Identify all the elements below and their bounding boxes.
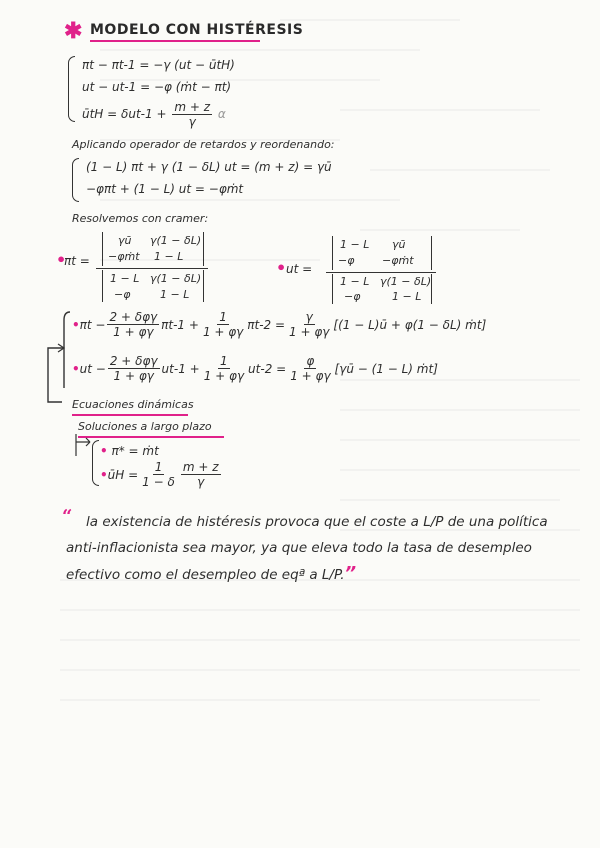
quote-line2: anti-inflacionista sea mayor, ya que eleva todo la tasa de desempleo: [66, 540, 532, 556]
cramer-u-den-r1c1: 1 − L: [340, 275, 370, 288]
dyn-eq2-frac2-den: 1 + φγ: [203, 369, 245, 383]
system2-brace: [72, 158, 79, 202]
cramer-u-label: ut =: [286, 262, 313, 276]
dyn-eq1-frac1-num: 2 + δφγ: [109, 310, 158, 324]
dyn-eq1-frac1: [107, 310, 159, 339]
cramer-u-num-r2c2: −φṁt: [382, 254, 414, 267]
quote-open-mark: “: [62, 506, 73, 527]
quote-close-mark: ”: [344, 563, 357, 584]
cramer-pi-num-r1c1: γū: [118, 234, 132, 247]
dyn-eq1-bullet: •: [72, 317, 80, 332]
dyn-eq2-frac3: [288, 354, 332, 383]
cramer-pi-label: πt =: [64, 254, 90, 268]
system1-eq3-fraction: [172, 100, 212, 129]
dyn-eq2-mid2: ut-2 =: [248, 361, 287, 376]
page-title: MODELO CON HISTÉRESIS: [90, 22, 304, 38]
dyn-eq1-lhs: πt −: [79, 317, 106, 332]
dyn-eq2: [72, 354, 438, 383]
dyn-eq2-lhs: ut −: [79, 361, 106, 376]
system1-eq2: ut − ut-1 = −φ (ṁt − πt): [82, 80, 232, 94]
dyn-eq1-frac3-den: 1 + φγ: [289, 325, 330, 339]
cramer-pi-den-r2c1: −φ: [114, 288, 131, 301]
dyn-eq1-frac2-den: 1 + φγ: [202, 325, 244, 339]
dyn-eq1: [72, 310, 486, 339]
dyn-eq1-rhs: [(1 − L)ū + φ(1 − δL) ṁt]: [333, 317, 487, 332]
cramer-pi-den-r1c2: γ(1 − δL): [150, 272, 202, 285]
system1-eq3-frac-den: γ: [188, 115, 196, 129]
lp-eq2-lhs: ūH =: [107, 467, 139, 482]
system1-eq3-left: ūtH = δut-1 +: [82, 107, 167, 121]
dyn-eq2-frac2: [202, 354, 246, 383]
dyn-eq2-frac3-den: 1 + φγ: [290, 369, 331, 383]
lp-eq2-frac1-num: 1: [154, 460, 163, 474]
cramer-pi-bullet: •: [56, 250, 67, 269]
dyn-eq2-frac1-num: 2 + δφγ: [109, 354, 158, 368]
dyn-eq2-frac1-den: 1 + φγ: [113, 369, 154, 383]
lp-eq2-frac2: [181, 460, 221, 489]
dyn-eq2-bullet: •: [72, 361, 80, 376]
dyn-eq1-frac2: [201, 310, 245, 339]
lp-eq2-frac2-num: m + z: [182, 460, 219, 474]
cramer-pi-num-r1c2: γ(1 − δL): [150, 234, 202, 247]
system1-eq3: [82, 100, 226, 129]
quote-line1: la existencia de histéresis provoca que el coste a L/P de una política: [86, 514, 548, 530]
lp-eq2-frac1-den: 1 − δ: [142, 475, 175, 489]
cramer-u-num-r1c1: 1 − L: [340, 238, 370, 251]
dyn-eq1-frac3-num: γ: [305, 310, 313, 324]
lp-eq1-bullet: •: [100, 444, 108, 458]
lp-eq2-bullet: •: [100, 467, 108, 482]
cramer-u-den-r1c2: γ(1 − δL): [380, 275, 432, 288]
cramer-pi-num-r2c1: −φṁt: [108, 250, 140, 263]
dyn-eq1-frac2-num: 1: [219, 310, 227, 324]
dyn-eq1-frac1-den: 1 + φγ: [113, 325, 154, 339]
cramer-pi-frac-line: [96, 268, 208, 269]
dyn-eq2-frac3-num: φ: [306, 354, 315, 368]
dyn-eq1-mid: πt-1 +: [161, 317, 199, 332]
lp-brace: [92, 440, 99, 486]
cramer-u-frac-line: [326, 272, 436, 273]
cramer-pi-den-r1c1: 1 − L: [110, 272, 140, 285]
title-underline: [90, 40, 260, 42]
step-text: Aplicando operador de retardos y reordenando:: [72, 138, 335, 151]
lp-eq2: [100, 460, 223, 489]
system1-eq3-frac-num: m + z: [174, 100, 211, 114]
cramer-text: Resolvemos con cramer:: [72, 212, 209, 225]
dyn-eq1-mid2: πt-2 =: [247, 317, 286, 332]
dyn-eq1-frac3: [287, 310, 331, 339]
cramer-u-den-r2c2: 1 − L: [392, 290, 422, 303]
lp-eq2-frac1: [140, 460, 177, 489]
lp-eq2-frac2-den: γ: [197, 475, 205, 489]
dyn-eq2-rhs: [γū − (1 − L) ṁt]: [334, 361, 438, 376]
dyn-label: Ecuaciones dinámicas: [72, 398, 194, 411]
cramer-pi-num-r2c2: 1 − L: [154, 250, 184, 263]
cramer-u-num-r1c2: γū: [392, 238, 406, 251]
quote-line3: [66, 562, 356, 587]
title-star-icon: ✱: [64, 18, 83, 44]
lp-label: Soluciones a largo plazo: [78, 420, 212, 433]
cramer-pi-den-r2c2: 1 − L: [160, 288, 190, 301]
system1-eq1: πt − πt-1 = −γ (ut − ūtH): [82, 58, 235, 72]
dyn-label-underline: [72, 414, 188, 416]
quote-line3-text: efectivo como el desempleo de eqª a L/P.: [66, 567, 345, 583]
lp-eq1-text: π* = ṁt: [111, 444, 159, 458]
system1-brace: [68, 56, 75, 122]
dyn-eq2-frac1: [108, 354, 160, 383]
cramer-u-num-r2c1: −φ: [338, 254, 355, 267]
cramer-u-bullet: •: [276, 258, 287, 277]
system2-eq1: (1 − L) πt + γ (1 − δL) ut = (m + z) = γū: [86, 160, 332, 174]
dyn-eq2-mid: ut-1 +: [161, 361, 200, 376]
cramer-u-den-r2c1: −φ: [344, 290, 361, 303]
system2-eq2: −φπt + (1 − L) ut = −φṁt: [86, 182, 244, 196]
dyn-eq2-frac2-num: 1: [220, 354, 228, 368]
lp-label-underline: [78, 436, 224, 438]
system1-eq3-tail: α: [217, 107, 226, 121]
lp-eq1: [100, 444, 159, 458]
